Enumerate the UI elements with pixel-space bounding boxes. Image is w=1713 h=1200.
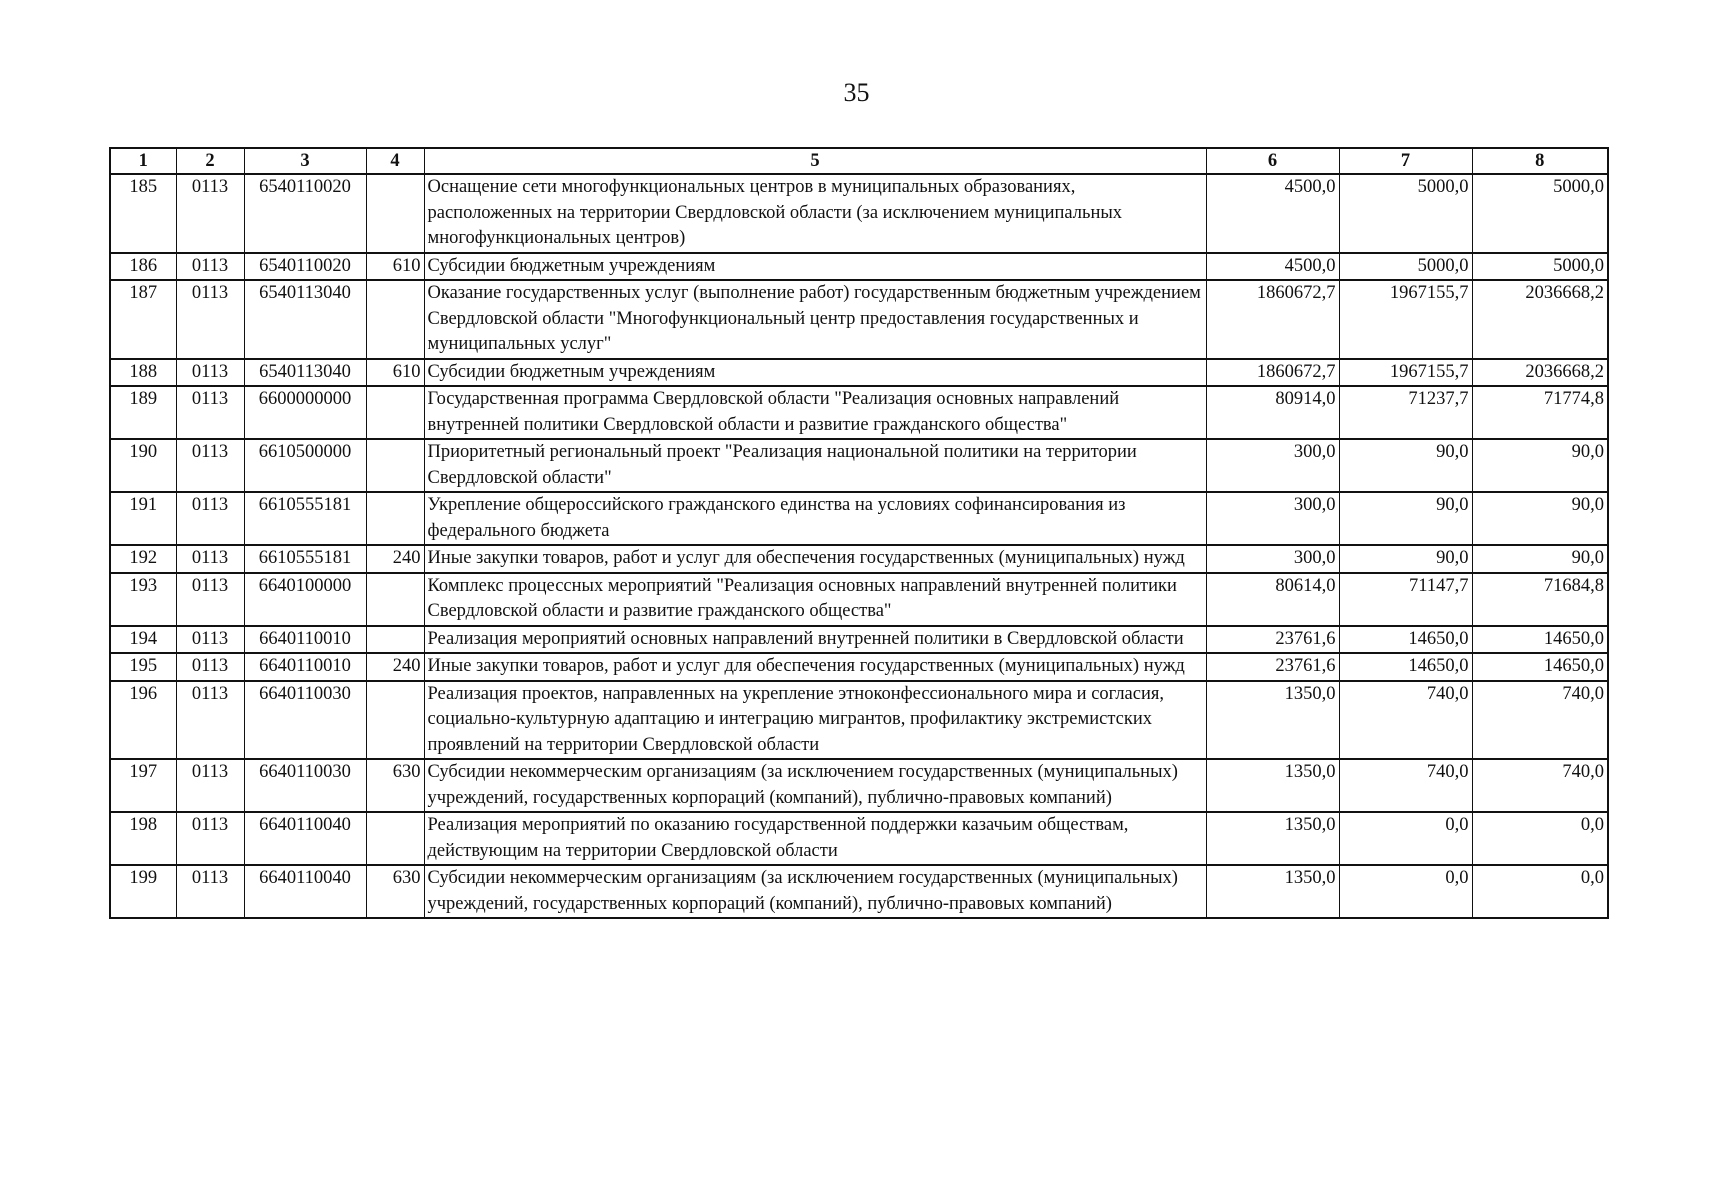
expense-type-cell <box>366 280 424 359</box>
target-code-cell: 6640100000 <box>244 573 366 626</box>
amount-col7-cell: 14650,0 <box>1339 653 1472 681</box>
page-number: 35 <box>843 78 870 107</box>
table-row <box>110 759 1608 812</box>
amount-col7-cell: 0,0 <box>1339 812 1472 865</box>
column-header: 3 <box>244 148 366 174</box>
amount-col8-cell: 0,0 <box>1472 812 1608 865</box>
expense-type-cell <box>366 626 424 654</box>
amount-col8-cell: 2036668,2 <box>1472 280 1608 359</box>
expense-type-cell <box>366 386 424 439</box>
description-cell: Приоритетный региональный проект "Реализация национальной политики на территории Свердловской области" <box>424 439 1206 492</box>
amount-col7-cell: 1967155,7 <box>1339 280 1472 359</box>
section-code-cell: 0113 <box>176 386 244 439</box>
amount-col6-cell: 4500,0 <box>1206 253 1339 281</box>
expense-type-cell <box>366 492 424 545</box>
description-cell: Оказание государственных услуг (выполнение работ) государственным бюджетным учреждением Свердловской области "Многофункциональный центр предоставления государственных и муниципальных услуг" <box>424 280 1206 359</box>
expense-type-cell: 630 <box>366 865 424 918</box>
description-cell: Оснащение сети многофункциональных центров в муниципальных образованиях, расположенных на территории Свердловской области (за исключением муниципальных многофункциональных центров) <box>424 174 1206 253</box>
row-number-cell: 186 <box>110 253 176 281</box>
row-number-cell: 193 <box>110 573 176 626</box>
description-cell: Реализация мероприятий основных направлений внутренней политики в Свердловской области <box>424 626 1206 654</box>
target-code-cell: 6610500000 <box>244 439 366 492</box>
amount-col8-cell: 71684,8 <box>1472 573 1608 626</box>
table-row <box>110 359 1608 387</box>
table-row <box>110 653 1608 681</box>
section-code-cell: 0113 <box>176 174 244 253</box>
target-code-cell: 6600000000 <box>244 386 366 439</box>
row-number-cell: 185 <box>110 174 176 253</box>
amount-col7-cell: 71237,7 <box>1339 386 1472 439</box>
row-number-cell: 188 <box>110 359 176 387</box>
expense-type-cell: 610 <box>366 359 424 387</box>
amount-col7-cell: 90,0 <box>1339 439 1472 492</box>
section-code-cell: 0113 <box>176 681 244 760</box>
column-header: 7 <box>1339 148 1472 174</box>
description-cell: Укрепление общероссийского гражданского единства на условиях софинансирования из федерального бюджета <box>424 492 1206 545</box>
row-number-cell: 187 <box>110 280 176 359</box>
amount-col6-cell: 23761,6 <box>1206 653 1339 681</box>
amount-col6-cell: 80614,0 <box>1206 573 1339 626</box>
row-number-cell: 196 <box>110 681 176 760</box>
table-row <box>110 626 1608 654</box>
section-code-cell: 0113 <box>176 545 244 573</box>
amount-col7-cell: 14650,0 <box>1339 626 1472 654</box>
amount-col7-cell: 71147,7 <box>1339 573 1472 626</box>
row-number-cell: 191 <box>110 492 176 545</box>
expense-type-cell: 610 <box>366 253 424 281</box>
description-cell: Субсидии бюджетным учреждениям <box>424 253 1206 281</box>
target-code-cell: 6640110010 <box>244 626 366 654</box>
column-header: 4 <box>366 148 424 174</box>
amount-col6-cell: 1350,0 <box>1206 681 1339 760</box>
table-row <box>110 439 1608 492</box>
row-number-cell: 197 <box>110 759 176 812</box>
column-header: 8 <box>1472 148 1608 174</box>
target-code-cell: 6540113040 <box>244 359 366 387</box>
expense-type-cell <box>366 439 424 492</box>
amount-col6-cell: 80914,0 <box>1206 386 1339 439</box>
row-number-cell: 198 <box>110 812 176 865</box>
amount-col6-cell: 1860672,7 <box>1206 359 1339 387</box>
amount-col8-cell: 90,0 <box>1472 545 1608 573</box>
column-header: 5 <box>424 148 1206 174</box>
row-number-cell: 194 <box>110 626 176 654</box>
table-row <box>110 545 1608 573</box>
amount-col7-cell: 740,0 <box>1339 759 1472 812</box>
description-cell: Субсидии бюджетным учреждениям <box>424 359 1206 387</box>
expense-type-cell <box>366 573 424 626</box>
amount-col6-cell: 300,0 <box>1206 492 1339 545</box>
amount-col8-cell: 90,0 <box>1472 439 1608 492</box>
amount-col6-cell: 23761,6 <box>1206 626 1339 654</box>
target-code-cell: 6540113040 <box>244 280 366 359</box>
amount-col8-cell: 14650,0 <box>1472 653 1608 681</box>
target-code-cell: 6610555181 <box>244 492 366 545</box>
amount-col7-cell: 5000,0 <box>1339 253 1472 281</box>
description-cell: Государственная программа Свердловской области "Реализация основных направлений внутренней политики Свердловской области и развитие гражданского общества" <box>424 386 1206 439</box>
table-row <box>110 865 1608 918</box>
amount-col8-cell: 740,0 <box>1472 759 1608 812</box>
expense-type-cell <box>366 681 424 760</box>
description-cell: Иные закупки товаров, работ и услуг для обеспечения государственных (муниципальных) нужд <box>424 653 1206 681</box>
target-code-cell: 6540110020 <box>244 174 366 253</box>
target-code-cell: 6640110040 <box>244 865 366 918</box>
section-code-cell: 0113 <box>176 812 244 865</box>
amount-col7-cell: 740,0 <box>1339 681 1472 760</box>
amount-col8-cell: 90,0 <box>1472 492 1608 545</box>
section-code-cell: 0113 <box>176 626 244 654</box>
description-cell: Реализация мероприятий по оказанию государственной поддержки казачьим обществам, действующим на территории Свердловской области <box>424 812 1206 865</box>
section-code-cell: 0113 <box>176 492 244 545</box>
amount-col6-cell: 1350,0 <box>1206 812 1339 865</box>
target-code-cell: 6540110020 <box>244 253 366 281</box>
row-number-cell: 199 <box>110 865 176 918</box>
amount-col8-cell: 71774,8 <box>1472 386 1608 439</box>
amount-col8-cell: 14650,0 <box>1472 626 1608 654</box>
target-code-cell: 6640110030 <box>244 681 366 760</box>
table-row <box>110 253 1608 281</box>
amount-col6-cell: 300,0 <box>1206 439 1339 492</box>
row-number-cell: 190 <box>110 439 176 492</box>
row-number-cell: 192 <box>110 545 176 573</box>
expense-type-cell <box>366 812 424 865</box>
section-code-cell: 0113 <box>176 865 244 918</box>
column-header: 1 <box>110 148 176 174</box>
section-code-cell: 0113 <box>176 573 244 626</box>
target-code-cell: 6640110010 <box>244 653 366 681</box>
section-code-cell: 0113 <box>176 759 244 812</box>
expense-type-cell: 240 <box>366 653 424 681</box>
target-code-cell: 6610555181 <box>244 545 366 573</box>
table-row <box>110 280 1608 359</box>
target-code-cell: 6640110040 <box>244 812 366 865</box>
section-code-cell: 0113 <box>176 359 244 387</box>
amount-col6-cell: 1350,0 <box>1206 865 1339 918</box>
expense-type-cell: 630 <box>366 759 424 812</box>
amount-col8-cell: 2036668,2 <box>1472 359 1608 387</box>
description-cell: Иные закупки товаров, работ и услуг для обеспечения государственных (муниципальных) нужд <box>424 545 1206 573</box>
amount-col7-cell: 90,0 <box>1339 492 1472 545</box>
expense-type-cell <box>366 174 424 253</box>
amount-col6-cell: 1860672,7 <box>1206 280 1339 359</box>
column-header: 2 <box>176 148 244 174</box>
header-row <box>110 148 1608 174</box>
description-cell: Реализация проектов, направленных на укрепление этноконфессионального мира и согласия, социально-культурную адаптацию и интеграцию мигрантов, профилактику экстремистских проявлений на территории Свердловской области <box>424 681 1206 760</box>
amount-col7-cell: 0,0 <box>1339 865 1472 918</box>
amount-col7-cell: 1967155,7 <box>1339 359 1472 387</box>
table-row <box>110 386 1608 439</box>
amount-col6-cell: 300,0 <box>1206 545 1339 573</box>
description-cell: Комплекс процессных мероприятий "Реализация основных направлений внутренней политики Свердловской области и развитие гражданского общества" <box>424 573 1206 626</box>
expense-type-cell: 240 <box>366 545 424 573</box>
section-code-cell: 0113 <box>176 653 244 681</box>
table-row <box>110 681 1608 760</box>
amount-col6-cell: 1350,0 <box>1206 759 1339 812</box>
amount-col8-cell: 5000,0 <box>1472 174 1608 253</box>
row-number-cell: 189 <box>110 386 176 439</box>
section-code-cell: 0113 <box>176 439 244 492</box>
table-row <box>110 573 1608 626</box>
amount-col8-cell: 5000,0 <box>1472 253 1608 281</box>
column-header: 6 <box>1206 148 1339 174</box>
table-row <box>110 174 1608 253</box>
section-code-cell: 0113 <box>176 253 244 281</box>
description-cell: Субсидии некоммерческим организациям (за исключением государственных (муниципальных) учреждений, государственных корпораций (компаний), публично-правовых компаний) <box>424 865 1206 918</box>
description-cell: Субсидии некоммерческим организациям (за исключением государственных (муниципальных) учреждений, государственных корпораций (компаний), публично-правовых компаний) <box>424 759 1206 812</box>
row-number-cell: 195 <box>110 653 176 681</box>
amount-col7-cell: 90,0 <box>1339 545 1472 573</box>
amount-col6-cell: 4500,0 <box>1206 174 1339 253</box>
section-code-cell: 0113 <box>176 280 244 359</box>
amount-col7-cell: 5000,0 <box>1339 174 1472 253</box>
amount-col8-cell: 0,0 <box>1472 865 1608 918</box>
amount-col8-cell: 740,0 <box>1472 681 1608 760</box>
table-row <box>110 492 1608 545</box>
table-row <box>110 812 1608 865</box>
budget-table <box>109 147 1609 919</box>
target-code-cell: 6640110030 <box>244 759 366 812</box>
